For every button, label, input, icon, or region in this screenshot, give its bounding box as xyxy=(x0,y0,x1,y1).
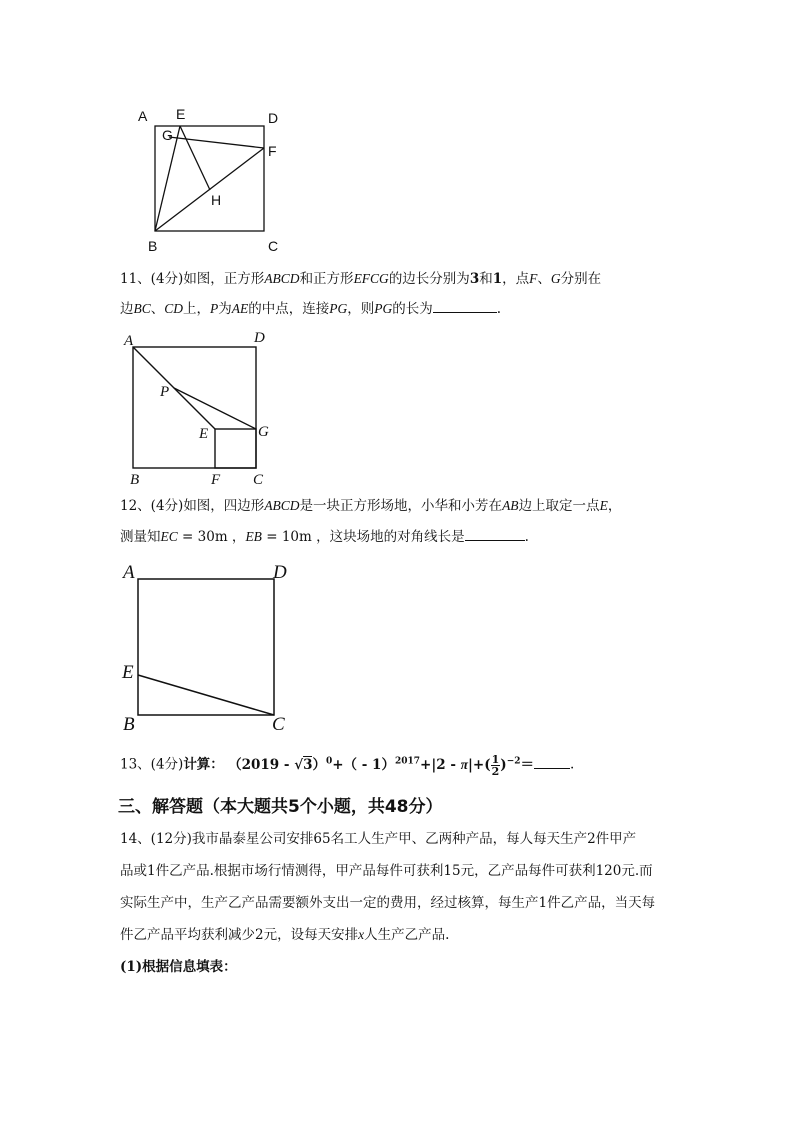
q11-var: PG xyxy=(329,301,348,316)
fig1-label-c: C xyxy=(268,238,279,254)
q12-text: = 10m ，这块场地的对角线长是 xyxy=(261,529,465,545)
fig2-label-d: D xyxy=(254,330,265,346)
q13-exponent: 0 xyxy=(325,756,333,766)
q11-value: 3 xyxy=(469,271,480,287)
q14-text: 名工人生产甲、乙两种产品，每人每天生产 xyxy=(330,831,588,847)
q11-value: 1 xyxy=(492,271,503,287)
q14-var: x xyxy=(358,927,365,942)
q13-expr-part: ) xyxy=(500,756,507,773)
q13-expr-part: +（ - 1） xyxy=(332,756,395,773)
q11-text: . xyxy=(496,301,502,317)
q11-var: P xyxy=(210,301,219,316)
q14-text: 人生产乙产品. xyxy=(364,927,450,943)
q12-text: 测量知 xyxy=(120,529,161,545)
fig2-label-f: F xyxy=(211,472,221,488)
fig3-label-b: B xyxy=(123,714,135,735)
fig3-label-d: D xyxy=(273,562,287,583)
q13-expr-part: （2019 - xyxy=(228,756,295,773)
q14-text: 元.而 xyxy=(621,863,653,879)
fig2-label-b: B xyxy=(130,472,140,488)
q11-var: G xyxy=(550,271,561,286)
q11-var: F xyxy=(529,271,538,286)
q13-exponent: −2 xyxy=(506,756,521,766)
fig1-label-f: F xyxy=(268,143,277,159)
fig3-label-c: C xyxy=(272,714,285,735)
q13-frac-num: 1 xyxy=(491,752,500,766)
q11-var: CD xyxy=(164,301,184,316)
figure-3-segment-ec xyxy=(138,675,274,715)
q11-text: 和正方形 xyxy=(299,271,354,287)
q14-number: 14、(12分) xyxy=(120,831,192,847)
q11-text: 、 xyxy=(537,271,551,287)
q13-sqrt-arg: 3 xyxy=(303,756,313,773)
q11-var: EFCG xyxy=(353,271,389,286)
q12-text: = 30m ， xyxy=(177,529,246,545)
q12-var: EB xyxy=(245,529,262,544)
q14-sub1: (1)根据信息填表： xyxy=(120,959,237,975)
q11-text: 上， xyxy=(183,301,211,317)
q14-line3: 实际生产中，生产乙产品需要额外支出一定的费用，经过核算，每生产1件乙产品，当天每 xyxy=(120,895,656,911)
fig1-label-b: B xyxy=(148,238,158,254)
q13-text: . xyxy=(570,756,575,773)
q14-value: 2 xyxy=(587,831,596,847)
fig1-label-g: G xyxy=(162,127,173,143)
q12-text: . xyxy=(524,529,529,545)
fig2-label-e: E xyxy=(199,426,209,442)
q13-fraction xyxy=(491,754,501,777)
fig2-label-g: G xyxy=(258,424,269,440)
q12-text: 如图，四边形 xyxy=(183,498,265,514)
q11-text: 如图，正方形 xyxy=(183,271,265,287)
q12-text: 边上取定一点 xyxy=(518,498,600,514)
q11-var: PG xyxy=(374,301,393,316)
q11-text: 为 xyxy=(218,301,232,317)
q14-text: 件甲产 xyxy=(595,831,637,847)
q12-var: E xyxy=(599,498,608,513)
q14-value: 65 xyxy=(313,831,331,847)
q14-line1 xyxy=(120,830,636,848)
q13-answer-blank[interactable] xyxy=(534,756,570,769)
q14-value: 15 xyxy=(443,863,461,879)
q13-text: 计算： xyxy=(183,756,224,773)
q14-text: 元，设每天安排 xyxy=(263,927,359,943)
q11-number: 11、(4分) xyxy=(120,271,184,287)
q12-var: ABCD xyxy=(264,498,300,513)
q14-text: 品或 xyxy=(120,863,147,879)
q13-exponent: 2017 xyxy=(394,756,421,766)
q13-equals: ＝ xyxy=(520,756,534,773)
q13-pi: π xyxy=(460,756,469,772)
q11-text: 边 xyxy=(120,301,134,317)
q14-line4 xyxy=(120,926,449,944)
fig1-label-e: E xyxy=(176,106,186,122)
q14-text: 件乙产品平均获利减少 xyxy=(120,927,255,943)
q11-text: 的长为 xyxy=(392,301,433,317)
fig1-label-h: H xyxy=(211,192,222,208)
q13-expr-part: +|2 - xyxy=(420,756,461,773)
q13-sqrt: √3 xyxy=(294,756,313,773)
q11-var: ABCD xyxy=(264,271,300,286)
q11-var: BC xyxy=(133,301,151,316)
fig2-label-a: A xyxy=(124,333,134,349)
q12-var: AB xyxy=(502,498,519,513)
q11-text: ，点 xyxy=(502,271,530,287)
q13-line xyxy=(120,752,574,777)
fig1-label-d: D xyxy=(268,110,279,126)
fig1-label-a: A xyxy=(138,108,148,124)
fig3-label-e: E xyxy=(122,662,134,683)
q12-text: ， xyxy=(607,498,622,514)
fig2-label-c: C xyxy=(253,472,264,488)
q12-var: EC xyxy=(160,529,178,544)
q14-value: 120 xyxy=(595,863,622,879)
q11-text: 分别在 xyxy=(560,271,602,287)
q14-text: 元，乙产品每件可获利 xyxy=(460,863,596,879)
q11-text: 的中点，连接 xyxy=(248,301,330,317)
q11-text: 、 xyxy=(150,301,165,317)
q11-var: AE xyxy=(231,301,249,316)
fig2-label-p: P xyxy=(160,384,170,400)
q11-text: 的边长分别为 xyxy=(388,271,470,287)
q13-expression xyxy=(228,752,534,778)
q14-text: 件乙产品.根据市场行情测得，甲产品每件可获利 xyxy=(155,863,444,879)
q13-frac-den: 2 xyxy=(491,764,500,778)
q14-value: 1 xyxy=(147,863,156,879)
fig3-label-a: A xyxy=(123,562,135,583)
q14-line2 xyxy=(120,862,653,880)
section-3-title: 三、解答题（本大题共5个小题，共48分） xyxy=(118,797,443,817)
q12-number: 12、(4分) xyxy=(120,498,184,514)
q13-expr-part: ） xyxy=(312,756,326,773)
q12-text: 是一块正方形场地，小华和小芳在 xyxy=(299,498,503,514)
q14-text: 我市晶泰星公司安排 xyxy=(191,831,314,847)
q13-number: 13、(4分) xyxy=(120,756,184,773)
q11-text: ，则 xyxy=(347,301,375,317)
q13-expr-part: |+( xyxy=(468,756,491,773)
q14-value: 2 xyxy=(255,927,264,943)
q11-text: 和 xyxy=(479,271,493,287)
